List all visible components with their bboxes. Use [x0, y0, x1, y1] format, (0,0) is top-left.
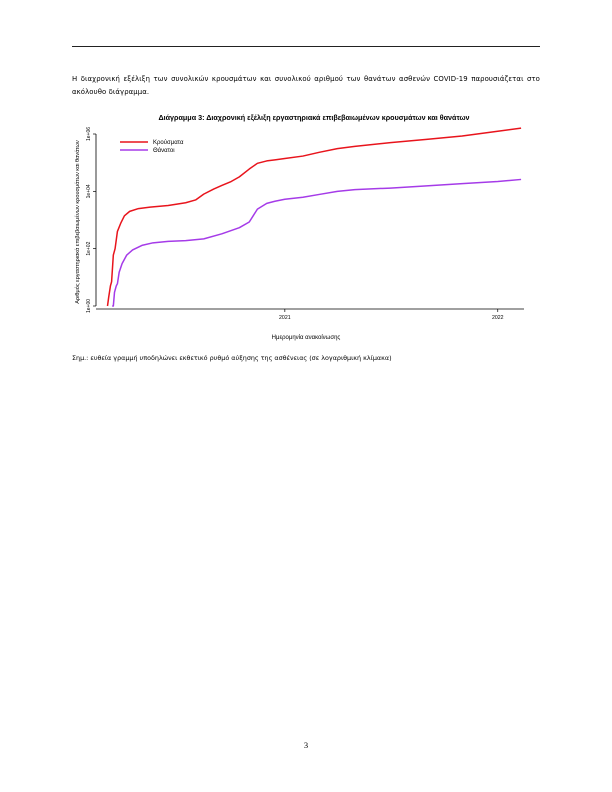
x-tick-label: 2021 — [279, 315, 291, 321]
y-axis-label: Αριθμός εργαστηριακά επιβεβαιωμένων κρουσμάτων και θανάτων — [75, 140, 81, 304]
y-tick-label: 1e+06 — [86, 126, 92, 142]
legend-label-deaths: Θάνατοι — [153, 148, 175, 154]
line-chart — [72, 108, 540, 348]
header-rule — [72, 46, 540, 47]
figure-note: Σημ.: ευθεία γραμμή υποδηλώνει εκθετικό ρυθμό αύξησης της ασθένειας (σε λογαριθμική κλίμακα) — [72, 354, 392, 362]
chart-title: Διάγραμμα 3: Διαχρονική εξέλιξη εργαστηριακά επιβεβαιωμένων κρουσμάτων και θανάτων — [158, 113, 470, 122]
chart-axes — [96, 134, 524, 309]
y-tick-label: 1e+00 — [86, 298, 92, 314]
y-tick-label: 1e+02 — [86, 241, 92, 256]
y-tick-label: 1e+04 — [86, 184, 92, 199]
chart-legend — [120, 140, 184, 154]
page-number: 3 — [303, 740, 309, 750]
series-line-cases — [108, 128, 522, 306]
chart-series — [108, 128, 522, 306]
x-axis-label: Ημερομηνία ανακοίνωσης — [271, 335, 341, 341]
x-tick-label: 2022 — [491, 315, 504, 321]
figure-chart — [72, 108, 540, 348]
chart-ticks — [86, 127, 504, 321]
legend-label-cases: Κρούσματα — [153, 140, 184, 146]
intro-paragraph: Η διαχρονική εξέλιξη των συνολικών κρουσμάτων και συνολικού αριθμού των θανάτων ασθενών COVID-19 παρουσιάζεται στο ακόλουθο διάγραμμα. — [72, 75, 540, 96]
series-line-deaths — [112, 179, 521, 306]
